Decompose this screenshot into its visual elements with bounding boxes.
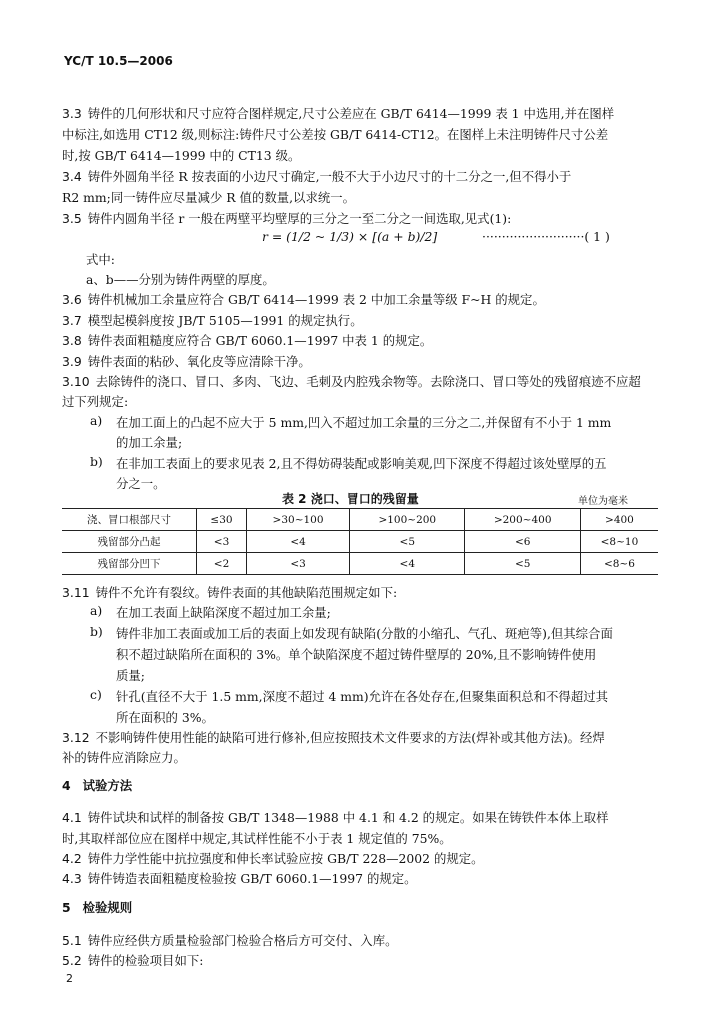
table-cell: <2 [197,553,247,575]
clause-3-3-line2: 中标注,如选用 CT12 级,则标注:铸件尺寸公差按 GB/T 6414-CT12。在图样上未注明铸件尺寸公差 [62,127,609,142]
item-a-label: a) [90,603,103,618]
table-cell: >100~200 [350,509,465,531]
clause-3-10-a-line2: 的加工余量; [116,435,183,450]
formula-1: r = (1/2 ~ 1/3) × [(a + b)/2] [262,229,438,244]
clause-3-11-a: 在加工表面上缺陷深度不超过加工余量; [116,605,331,620]
equation-number: ··························( 1 ) [482,229,610,244]
table-cell: ≤30 [197,509,247,531]
table-row [62,509,658,531]
clause-3-10-a-line1: 在加工面上的凸起不应大于 5 mm,凹入不超过加工余量的三分之二,并保留有不小于 1 mm [116,415,612,430]
table-cell: <6 [465,531,580,553]
clause-3-10-line2: 过下列规定: [62,394,129,409]
table-cell: >200~400 [465,509,580,531]
table-cell: >30~100 [247,509,350,531]
clause-3-11-c-line2: 所在面积的 3%。 [116,710,214,725]
clause-4-1-line2: 时,其取样部位应在图样中规定,其试样性能不小于表 1 规定值的 75%。 [62,831,452,846]
section-4-heading: 4 试验方法 [62,778,133,793]
section-5-heading: 5 检验规则 [62,900,133,915]
table-cell: <8~10 [580,531,658,553]
table-cell: 浇、冒口根部尺寸 [62,509,197,531]
clause-3-4-line2: R2 mm;同一铸件应尽量减少 R 值的数量,以求统一。 [62,190,356,205]
clause-3-12-line1: 3.12 不影响铸件使用性能的缺陷可进行修补,但应按照技术文件要求的方法(焊补或其他方法)。经焊 [62,730,605,745]
clause-3-3-line3: 时,按 GB/T 6414—1999 中的 CT13 级。 [62,148,301,163]
clause-3-8: 3.8 铸件表面粗糙度应符合 GB/T 6060.1—1997 中表 1 的规定。 [62,333,433,348]
table-2-caption: 表 2 浇口、冒口的残留量 [282,492,419,506]
table-cell: <5 [350,531,465,553]
table-row [62,553,658,575]
table-2 [62,508,658,575]
clause-3-10-b-line1: 在非加工表面上的要求见表 2,且不得妨碍装配或影响美观,凹下深度不得超过该处壁厚的五 [116,456,607,471]
clause-5-1: 5.1 铸件应经供方质量检验部门检验合格后方可交付、入库。 [62,933,398,948]
clause-4-1-line1: 4.1 铸件试块和试样的制备按 GB/T 1348—1988 中 4.1 和 4.2 的规定。如果在铸铁件本体上取样 [62,810,609,825]
table-cell: <3 [197,531,247,553]
item-b-label: b) [90,454,103,469]
clause-3-10-b-line2: 分之一。 [116,476,166,491]
clause-5-2: 5.2 铸件的检验项目如下: [62,953,204,968]
clause-3-11-c-line1: 针孔(直径不大于 1.5 mm,深度不超过 4 mm)允许在各处存在,但聚集面积总和不得超过其 [116,689,608,704]
clause-3-11-line1: 3.11 铸件不允许有裂纹。铸件表面的其他缺陷范围规定如下: [62,585,398,600]
table-row [62,531,658,553]
clause-3-5-line1: 3.5 铸件内圆角半径 r 一般在两壁平均壁厚的三分之一至二分之一间选取,见式(1): [62,211,512,226]
formula-where: 式中: [86,252,115,267]
table-cell: <5 [465,553,580,575]
page-number: 2 [66,972,73,985]
clause-3-4-line1: 3.4 铸件外圆角半径 R 按表面的小边尺寸确定,一般不大于小边尺寸的十二分之一,但不得小于 [62,169,572,184]
formula-variables: a、b——分别为铸件两壁的厚度。 [86,272,275,287]
clause-3-12-line2: 补的铸件应消除应力。 [62,750,186,765]
clause-3-11-b-line1: 铸件非加工表面或加工后的表面上如发现有缺陷(分散的小缩孔、气孔、斑疤等),但其综合面 [116,626,613,641]
clause-3-6: 3.6 铸件机械加工余量应符合 GB/T 6414—1999 表 2 中加工余量等级 F~H 的规定。 [62,292,545,307]
clause-4-3: 4.3 铸件铸造表面粗糙度检验按 GB/T 6060.1—1997 的规定。 [62,871,417,886]
table-cell: >400 [580,509,658,531]
clause-3-11-b-line3: 质量; [116,668,145,683]
table-2-unit: 单位为毫米 [578,496,628,507]
item-a-label: a) [90,413,103,428]
table-cell: <4 [350,553,465,575]
clause-3-9: 3.9 铸件表面的粘砂、氧化皮等应清除干净。 [62,354,311,369]
item-c-label: c) [90,687,102,702]
clause-3-11-b-line2: 积不超过缺陷所在面积的 3%。单个缺陷深度不超过铸件壁厚的 20%,且不影响铸件使用 [116,647,597,662]
clause-3-3-line1: 3.3 铸件的几何形状和尺寸应符合图样规定,尺寸公差应在 GB/T 6414—1999 表 1 中选用,并在图样 [62,106,615,121]
clause-3-7: 3.7 模型起模斜度按 JB/T 5105—1991 的规定执行。 [62,313,363,328]
table-cell: 残留部分凹下 [62,553,197,575]
table-cell: <4 [247,531,350,553]
document-header: YC/T 10.5—2006 [64,54,173,68]
item-b-label: b) [90,624,103,639]
clause-4-2: 4.2 铸件力学性能中抗拉强度和伸长率试验应按 GB/T 228—2002 的规定。 [62,851,484,866]
table-cell: <3 [247,553,350,575]
table-cell: <8~6 [580,553,658,575]
table-cell: 残留部分凸起 [62,531,197,553]
clause-3-10-line1: 3.10 去除铸件的浇口、冒口、多肉、飞边、毛刺及内腔残余物等。去除浇口、冒口等处的残留痕迹不应超 [62,374,641,389]
